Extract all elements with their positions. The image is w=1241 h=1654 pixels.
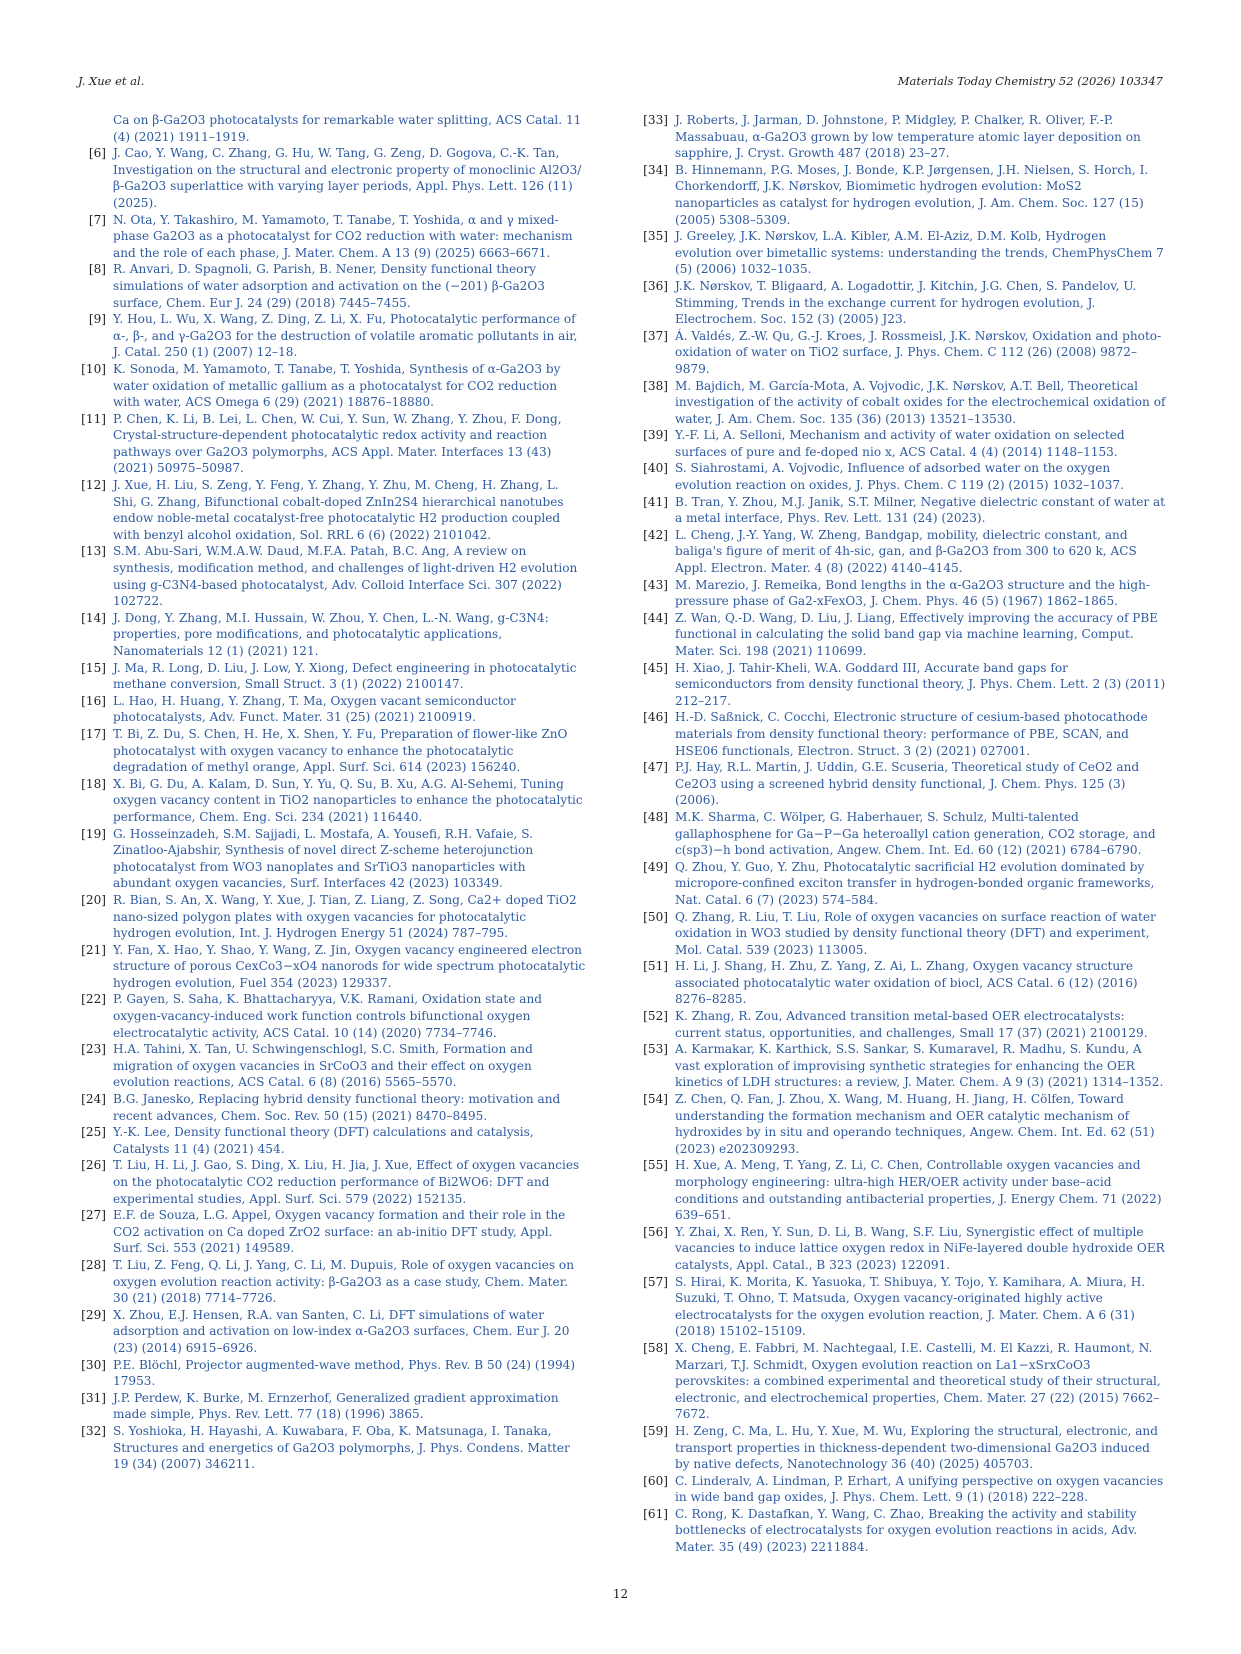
reference-item (640, 909, 1166, 959)
reference-number: [42] (643, 527, 668, 542)
reference-number: [61] (643, 1506, 668, 1521)
reference-link[interactable]: Y.-K. Lee, Density functional theory (DFT) calculations and catalysis, Catalysts 11 (4) (2021) 454. (113, 1125, 534, 1156)
reference-item (640, 1041, 1166, 1091)
reference-item (640, 1340, 1166, 1423)
reference-item (78, 660, 586, 693)
reference-item (640, 378, 1166, 428)
reference-link[interactable]: T. Liu, Z. Feng, Q. Li, J. Yang, C. Li, M. Dupuis, Role of oxygen vacancies on oxygen evolution reaction activity: β-Ga2O3 as a case study, Chem. Mater. 30 (21) (2018) 7714–7726. (113, 1257, 575, 1306)
reference-link[interactable]: B.G. Janesko, Replacing hybrid density functional theory: motivation and recent advances, Chem. Soc. Rev. 50 (15) (2021) 8470–8495. (113, 1092, 561, 1123)
reference-number: [55] (643, 1158, 668, 1173)
reference-item (78, 145, 586, 211)
reference-number: [21] (81, 942, 106, 957)
reference-item (640, 859, 1166, 909)
reference-link[interactable]: X. Zhou, E.J. Hensen, R.A. van Santen, C. Li, DFT simulations of water adsorption and activation on low-index α-Ga2O3 surfaces, Chem. Eur J. 20 (23) (2014) 6915–6926. (113, 1307, 570, 1355)
reference-item (78, 543, 586, 609)
reference-link[interactable]: Z. Chen, Q. Fan, J. Zhou, X. Wang, M. Huang, H. Jiang, H. Cölfen, Toward understanding the formation mechanism and OER catalytic mechanism of hydroxides by in situ and operando techniques, Angew. Chem. Int. Ed. 62 (51) (2023) e202309293. (675, 1092, 1155, 1156)
reference-item (640, 1008, 1166, 1041)
reference-number: [20] (81, 892, 106, 907)
reference-item (78, 892, 586, 942)
reference-item (640, 709, 1166, 759)
references-right-column (640, 112, 1166, 1556)
header-journal: Materials Today Chemistry 52 (2026) 103347 (897, 74, 1163, 88)
reference-item (640, 278, 1166, 328)
reference-item (640, 809, 1166, 859)
reference-item (640, 1506, 1166, 1556)
reference-number: [56] (643, 1224, 668, 1239)
reference-item (78, 1091, 586, 1124)
reference-item (640, 1091, 1166, 1157)
reference-link[interactable]: Q. Zhou, Y. Guo, Y. Zhu, Photocatalytic sacrificial H2 evolution dominated by micropore-confined exciton transfer in hydrogen-bonded organic frameworks, Nat. Catal. 6 (7) (2023) 574–584. (675, 859, 1155, 907)
reference-number: [50] (643, 909, 668, 924)
reference-number: [34] (643, 162, 668, 177)
reference-item (640, 112, 1166, 162)
reference-link[interactable]: P. Chen, K. Li, B. Lei, L. Chen, W. Cui, Y. Sun, W. Zhang, Y. Zhou, F. Dong, Crystal-structure-dependent photocatalytic redox activity and reaction pathways over Ga2O3 polymorphs, ACS Appl. Mater. Interfaces 13 (43) (2021) 50975–50987. (113, 411, 562, 476)
reference-link[interactable]: M.K. Sharma, C. Wölper, G. Haberhauer, S. Schulz, Multi-talented gallaphosphene for Ga−P−Ga heteroallyl cation generation, CO2 storage, and c(sp3)−h bond activation, Angew. Chem. Int. Ed. 60 (12) (2021) 6784–6790. (675, 809, 1156, 858)
page-number: 12 (612, 1587, 629, 1601)
reference-link[interactable]: S. Siahrostami, A. Vojvodic, Influence of adsorbed water on the oxygen evolution reaction on oxides, J. Phys. Chem. C 119 (2) (2015) 1032–1037. (675, 461, 1124, 493)
reference-item (78, 1307, 586, 1357)
reference-link[interactable]: J. Cao, Y. Wang, C. Zhang, G. Hu, W. Tang, G. Zeng, D. Gogova, C.-K. Tan, Investigation on the structural and electronic property of monoclinic Al2O3/β-Ga2O3 superlattice with varying layer periods, Appl. Phys. Lett. 126 (11) (2025). (113, 146, 582, 210)
reference-number: [23] (81, 1042, 106, 1057)
reference-item (640, 460, 1166, 493)
reference-link[interactable]: S. Yoshioka, H. Hayashi, A. Kuwabara, F. Oba, K. Matsunaga, I. Tanaka, Structures and energetics of Ga2O3 polymorphs, J. Phys. Condens. Matter 19 (34) (2007) 346211. (113, 1423, 570, 1472)
reference-number: [46] (643, 710, 668, 725)
reference-number: [52] (643, 1009, 668, 1024)
reference-link[interactable]: Q. Zhang, R. Liu, T. Liu, Role of oxygen vacancies on surface reaction of water oxidation in WO3 studied by density functional theory (DFT) and experiment, Mol. Catal. 539 (2023) 113005. (675, 909, 1156, 957)
reference-link[interactable]: E.F. de Souza, L.G. Appel, Oxygen vacancy formation and their role in the CO2 activation on Ca doped ZrO2 surface: an ab-initio DFT study, Appl. Surf. Sci. 553 (2021) 149589. (113, 1208, 566, 1256)
reference-number: [8] (88, 262, 106, 277)
reference-number: [49] (643, 859, 668, 874)
reference-link[interactable]: M. Marezio, J. Remeika, Bond lengths in the α-Ga2O3 structure and the high-pressure phase of Ga2-xFexO3, J. Chem. Phys. 46 (5) (1967) 1862–1865. (675, 577, 1150, 609)
reference-link[interactable]: K. Zhang, R. Zou, Advanced transition metal-based OER electrocatalysts: current status, opportunities, and challenges, Small 17 (37) (2021) 2100129. (675, 1009, 1148, 1040)
reference-number: [54] (643, 1092, 668, 1107)
reference-number: [16] (81, 693, 106, 708)
reference-number: [37] (643, 328, 668, 343)
reference-item (78, 261, 586, 311)
reference-item (78, 477, 586, 543)
reference-link[interactable]: L. Hao, H. Huang, Y. Zhang, T. Ma, Oxygen vacant semiconductor photocatalysts, Adv. Funct. Mater. 31 (25) (2021) 2100919. (113, 693, 516, 725)
reference-link[interactable]: K. Sonoda, M. Yamamoto, T. Tanabe, T. Yoshida, Synthesis of α-Ga2O3 by water oxidation of metallic gallium as a photocatalyst for CO2 reduction with water, ACS Omega 6 (29) (2021) 18876–18880. (113, 361, 561, 410)
reference-link[interactable]: Á. Valdés, Z.-W. Qu, G.-J. Kroes, J. Rossmeisl, J.K. Nørskov, Oxidation and photo-oxidation of water on TiO2 surface, J. Phys. Chem. C 112 (26) (2008) 9872–9879. (675, 328, 1162, 376)
reference-item (640, 328, 1166, 378)
reference-number: [27] (81, 1208, 106, 1223)
reference-number: [11] (81, 411, 106, 426)
reference-link[interactable]: L. Cheng, J.-Y. Yang, W. Zheng, Bandgap, mobility, dielectric constant, and baliga's figure of merit of 4h-sic, gan, and β-Ga2O3 from 300 to 620 k, ACS Appl. Electron. Mater. 4 (8) (2022) 4140–4145. (675, 527, 1137, 576)
reference-link[interactable]: X. Bi, G. Du, A. Kalam, D. Sun, Y. Yu, Q. Su, B. Xu, A.G. Al-Sehemi, Tuning oxygen vacancy content in TiO2 nanoparticles to enhance the photocatalytic performance, Chem. Eng. Sci. 234 (2021) 116440. (113, 776, 583, 824)
reference-link[interactable]: P.E. Blöchl, Projector augmented-wave method, Phys. Rev. B 50 (24) (1994) 17953. (113, 1357, 576, 1389)
reference-link[interactable]: H. Zeng, C. Ma, L. Hu, Y. Xue, M. Wu, Exploring the structural, electronic, and transport properties in thickness-dependent two-dimensional Ga2O3 induced by native defects, Nanotechnology 36 (40) (2025) 405703. (675, 1423, 1158, 1472)
reference-number: [40] (643, 461, 668, 476)
reference-link[interactable]: Z. Wan, Q.-D. Wang, D. Liu, J. Liang, Effectively improving the accuracy of PBE functional in calculating the solid band gap via machine learning, Comput. Mater. Sci. 198 (2021) 110699. (675, 610, 1159, 658)
reference-link[interactable]: H. Li, J. Shang, H. Zhu, Z. Yang, Z. Ai, L. Zhang, Oxygen vacancy structure associated photocatalytic water oxidation of biocl, ACS Catal. 6 (12) (2016) 8276–8285. (675, 959, 1138, 1007)
reference-link[interactable]: H.-D. Saßnick, C. Cocchi, Electronic structure of cesium-based photocathode materials from density functional theory: performance of PBE, SCAN, and HSE06 functionals, Electron. Struct. 3 (2) (2021) 027001. (675, 710, 1148, 758)
reference-item (640, 1157, 1166, 1223)
reference-number: [59] (643, 1423, 668, 1438)
reference-number: [28] (81, 1257, 106, 1272)
reference-item (78, 1423, 586, 1473)
reference-link[interactable]: J. Dong, Y. Zhang, M.I. Hussain, W. Zhou, Y. Chen, L.-N. Wang, g-C3N4: properties, pore modifications, and photocatalytic applications, Nanomaterials 12 (1) (2021) 121. (113, 610, 549, 658)
reference-item (640, 610, 1166, 660)
reference-link[interactable]: Y. Hou, L. Wu, X. Wang, Z. Ding, Z. Li, X. Fu, Photocatalytic performance of α-, β-, and γ-Ga2O3 for the destruction of volatile aromatic pollutants in air, J. Catal. 250 (1) (2007) 12–18. (113, 312, 578, 360)
reference-number: [58] (643, 1340, 668, 1355)
reference-item (640, 577, 1166, 610)
reference-link[interactable]: C. Rong, K. Dastafkan, Y. Wang, C. Zhao, Breaking the activity and stability bottlenecks of electrocatalysts for oxygen evolution reactions in acids, Adv. Mater. 35 (49) (2023) 2211884. (675, 1506, 1138, 1555)
reference-link[interactable]: J.K. Nørskov, T. Bligaard, A. Logadottir, J. Kitchin, J.G. Chen, S. Pandelov, U. Stimming, Trends in the exchange current for hydrogen evolution, J. Electrochem. Soc. 152 (3) (2005) J23. (675, 278, 1137, 327)
reference-number: [10] (81, 361, 106, 376)
reference-item (78, 1357, 586, 1390)
reference-item (78, 1390, 586, 1423)
reference-item (640, 162, 1166, 228)
reference-item (78, 112, 586, 145)
reference-number: [15] (81, 660, 106, 675)
reference-link[interactable]: R. Bian, S. An, X. Wang, Y. Xue, J. Tian, Z. Liang, Z. Song, Ca2+ doped TiO2 nano-sized polygon plates with oxygen vacancies for photocatalytic hydrogen evolution, Int. J. Hydrogen Energy 51 (2024) 787–795. (113, 892, 577, 941)
reference-number: [30] (81, 1357, 106, 1372)
reference-number: [19] (81, 826, 106, 841)
reference-item (78, 693, 586, 726)
reference-link[interactable]: P.J. Hay, R.L. Martin, J. Uddin, G.E. Scuseria, Theoretical study of CeO2 and Ce2O3 using a screened hybrid density functional, J. Chem. Phys. 125 (3) (2006). (675, 760, 1140, 808)
reference-number: [9] (88, 312, 106, 327)
reference-number: [60] (643, 1473, 668, 1488)
reference-link[interactable]: T. Bi, Z. Du, S. Chen, H. He, X. Shen, Y. Fu, Preparation of flower-like ZnO photocatalyst with oxygen vacancy to enhance the photocatalytic degradation of methyl orange, Appl. Surf. Sci. 614 (2023) 156240. (113, 726, 568, 775)
reference-link[interactable]: G. Hosseinzadeh, S.M. Sajjadi, L. Mostafa, A. Yousefi, R.H. Vafaie, S. Zinatloo-Ajabshir, Synthesis of novel direct Z-scheme heterojunction photocatalyst from WO3 nanoplates and SrTiO3 nanoparticles with abundant oxygen vacancies, Surf. Interfaces 42 (2023) 103349. (113, 826, 534, 891)
reference-number: [44] (643, 610, 668, 625)
reference-link[interactable]: Y. Fan, X. Hao, Y. Shao, Y. Wang, Z. Jin, Oxygen vacancy engineered electron structure of porous CexCo3−xO4 nanorods for wide spectrum photocatalytic hydrogen evolution, Fuel 354 (2023) 129337. (113, 942, 586, 990)
reference-number: [12] (81, 478, 106, 493)
reference-number: [17] (81, 726, 106, 741)
reference-number: [31] (81, 1390, 106, 1405)
reference-item (640, 527, 1166, 577)
reference-item (640, 958, 1166, 1008)
reference-item (640, 660, 1166, 710)
reference-item (78, 311, 586, 361)
reference-number: [14] (81, 610, 106, 625)
reference-number: [39] (643, 428, 668, 443)
reference-item (78, 826, 586, 892)
reference-link[interactable]: Ca on β-Ga2O3 photocatalysts for remarkable water splitting, ACS Catal. 11 (4) (2021) 1911–1919. (113, 113, 582, 144)
reference-number: [41] (643, 494, 668, 509)
reference-link[interactable]: N. Ota, Y. Takashiro, M. Yamamoto, T. Tanabe, T. Yoshida, α and γ mixed-phase Ga2O3 as a photocatalyst for CO2 reduction with water: mechanism and the role of each phase, J. Mater. Chem. A 13 (9) (2025) 6663–6671. (113, 212, 573, 260)
reference-item (640, 427, 1166, 460)
reference-number: [26] (81, 1158, 106, 1173)
reference-item (78, 942, 586, 992)
reference-link[interactable]: A. Karmakar, K. Karthick, S.S. Sankar, S. Kumaravel, R. Madhu, S. Kundu, A vast exploration of improvising synthetic strategies for enhancing the OER kinetics of LDH structures: a review, J. Mater. Chem. A 9 (3) (2021) 1314–1352. (675, 1042, 1164, 1090)
reference-item (78, 1257, 586, 1307)
reference-link[interactable]: S. Hirai, K. Morita, K. Yasuoka, T. Shibuya, Y. Tojo, Y. Kamihara, A. Miura, H. Suzuki, T. Ohno, T. Matsuda, Oxygen vacancy-originated highly active electrocatalysts for the oxygen evolution reaction, J. Mater. Chem. A 6 (31) (2018) 15102–15109. (675, 1274, 1146, 1339)
reference-number: [48] (643, 809, 668, 824)
reference-item (78, 991, 586, 1041)
reference-number: [57] (643, 1274, 668, 1289)
reference-item (640, 759, 1166, 809)
reference-item (78, 1124, 586, 1157)
reference-number: [43] (643, 577, 668, 592)
reference-number: [24] (81, 1092, 106, 1107)
reference-item (78, 1207, 586, 1257)
reference-number: [36] (643, 278, 668, 293)
reference-number: [51] (643, 959, 668, 974)
reference-link[interactable]: H.A. Tahini, X. Tan, U. Schwingenschlogl, S.C. Smith, Formation and migration of oxygen vacancies in SrCoO3 and their effect on oxygen evolution reactions, ACS Catal. 6 (8) (2016) 5565–5570. (113, 1042, 533, 1090)
reference-link[interactable]: J.P. Perdew, K. Burke, M. Ernzerhof, Generalized gradient approximation made simple, Phys. Rev. Lett. 77 (18) (1996) 3865. (113, 1390, 559, 1422)
reference-link[interactable]: J. Ma, R. Long, D. Liu, J. Low, Y. Xiong, Defect engineering in photocatalytic methane conversion, Small Struct. 3 (1) (2022) 2100147. (113, 660, 577, 692)
reference-number: [13] (81, 544, 106, 559)
reference-number: [7] (88, 212, 106, 227)
reference-item (640, 1274, 1166, 1340)
reference-number: [33] (643, 113, 668, 127)
reference-item (78, 726, 586, 776)
reference-number: [45] (643, 660, 668, 675)
reference-item (78, 610, 586, 660)
reference-item (640, 1473, 1166, 1506)
reference-item (640, 1224, 1166, 1274)
reference-link[interactable]: B. Hinnemann, P.G. Moses, J. Bonde, K.P. Jørgensen, J.H. Nielsen, S. Horch, I. Chorkendorff, J.K. Nørskov, Biomimetic hydrogen evolution: MoS2 nanoparticles as catalyst for hydrogen evolution, J. Am. Chem. Soc. 127 (15) (2005) 5308–5309. (675, 162, 1149, 227)
reference-number: [32] (81, 1423, 106, 1438)
reference-link[interactable]: M. Bajdich, M. García-Mota, A. Vojvodic, J.K. Nørskov, A.T. Bell, Theoretical investigation of the activity of cobalt oxides for the electrochemical oxidation of water, J. Am. Chem. Soc. 135 (36) (2013) 13521–13530. (675, 378, 1166, 426)
reference-link[interactable]: J. Xue, H. Liu, S. Zeng, Y. Feng, Y. Zhang, Y. Zhu, M. Cheng, H. Zhang, L. Shi, G. Zhang, Bifunctional cobalt-doped ZnIn2S4 hierarchical nanotubes endow noble-metal cocatalyst-free photocatalytic H2 production coupled with benzyl alcohol oxidation, Sol. RRL 6 (6) (2022) 2101042. (113, 478, 564, 542)
running-header (78, 74, 1163, 94)
reference-number: [25] (81, 1125, 106, 1140)
reference-item (78, 411, 586, 477)
reference-link[interactable]: Y. Zhai, X. Ren, Y. Sun, D. Li, B. Wang, S.F. Liu, Synergistic effect of multiple vacancies to induce lattice oxygen redox in NiFe-layered double hydroxide OER catalysts, Appl. Catal., B 323 (2023) 122091. (675, 1224, 1165, 1272)
reference-link[interactable]: T. Liu, H. Li, J. Gao, S. Ding, X. Liu, H. Jia, J. Xue, Effect of oxygen vacancies on the photocatalytic CO2 reduction performance of Bi2WO6: DFT and experimental studies, Appl. Surf. Sci. 579 (2022) 152135. (113, 1158, 580, 1206)
reference-number: [38] (643, 378, 668, 393)
reference-link[interactable]: H. Xue, A. Meng, T. Yang, Z. Li, C. Chen, Controllable oxygen vacancies and morphology engineering: ultra-high HER/OER activity under base–acid conditions and outstanding antibacterial properties, J. Energy Chem. 71 (2022) 639–651. (675, 1158, 1162, 1223)
reference-number: [6] (88, 146, 106, 161)
reference-item (640, 494, 1166, 527)
reference-link[interactable]: J. Greeley, J.K. Nørskov, L.A. Kibler, A.M. El-Aziz, D.M. Kolb, Hydrogen evolution over bimetallic systems: understanding the trends, ChemPhysChem 7 (5) (2006) 1032–1035. (675, 229, 1164, 277)
references-left-column (78, 112, 586, 1473)
header-authors: J. Xue et al. (78, 74, 145, 88)
reference-link[interactable]: C. Linderalv, A. Lindman, P. Erhart, A unifying perspective on oxygen vacancies in wide band gap oxides, J. Phys. Chem. Lett. 9 (1) (2018) 222–228. (675, 1473, 1164, 1505)
reference-item (640, 1423, 1166, 1473)
reference-link[interactable]: S.M. Abu-Sari, W.M.A.W. Daud, M.F.A. Patah, B.C. Ang, A review on synthesis, modification method, and challenges of light-driven H2 evolution using g-C3N4-based photocatalyst, Adv. Colloid Interface Sci. 307 (2022) 102722. (113, 544, 578, 609)
reference-link[interactable]: Y.-F. Li, A. Selloni, Mechanism and activity of water oxidation on selected surfaces of pure and fe-doped nio x, ACS Catal. 4 (4) (2014) 1148–1153. (675, 428, 1125, 459)
reference-item (78, 361, 586, 411)
reference-item (78, 212, 586, 262)
reference-item (78, 776, 586, 826)
reference-item (78, 1041, 586, 1091)
reference-number: [29] (81, 1307, 106, 1322)
reference-link[interactable]: P. Gayen, S. Saha, K. Bhattacharyya, V.K. Ramani, Oxidation state and oxygen-vacancy-induced work function controls bifunctional oxygen electrocatalytic activity, ACS Catal. 10 (14) (2020) 7734–7746. (113, 992, 542, 1040)
reference-link[interactable]: B. Tran, Y. Zhou, M.J. Janik, S.T. Milner, Negative dielectric constant of water at a metal interface, Phys. Rev. Lett. 131 (24) (2023). (675, 494, 1166, 526)
reference-link[interactable]: H. Xiao, J. Tahir-Kheli, W.A. Goddard III, Accurate band gaps for semiconductors from density functional theory, J. Phys. Chem. Lett. 2 (3) (2011) 212–217. (675, 660, 1166, 708)
reference-number: [18] (81, 776, 106, 791)
reference-item (78, 1157, 586, 1207)
reference-number: [47] (643, 760, 668, 775)
reference-link[interactable]: J. Roberts, J. Jarman, D. Johnstone, P. Midgley, P. Chalker, R. Oliver, F.-P. Massabuau, α-Ga2O3 grown by low temperature atomic layer deposition on sapphire, J. Cryst. Growth 487 (2018) 23–27. (675, 113, 1141, 161)
reference-number: [22] (81, 992, 106, 1007)
reference-link[interactable]: R. Anvari, D. Spagnoli, G. Parish, B. Nener, Density functional theory simulations of water adsorption and activation on the (−201) β-Ga2O3 surface, Chem. Eur J. 24 (29) (2018) 7445–7455. (113, 262, 545, 310)
reference-number: [35] (643, 229, 668, 244)
reference-number: [53] (643, 1042, 668, 1057)
reference-item (640, 228, 1166, 278)
reference-link[interactable]: X. Cheng, E. Fabbri, M. Nachtegaal, I.E. Castelli, M. El Kazzi, R. Haumont, N. Marzari, T.J. Schmidt, Oxygen evolution reaction on La1−xSrxCoO3 perovskites: a combined experimental and theoretical study of their structural, electronic, and electrochemical properties, Chem. Mater. 27 (22) (2015) 7662–7672. (675, 1340, 1161, 1422)
